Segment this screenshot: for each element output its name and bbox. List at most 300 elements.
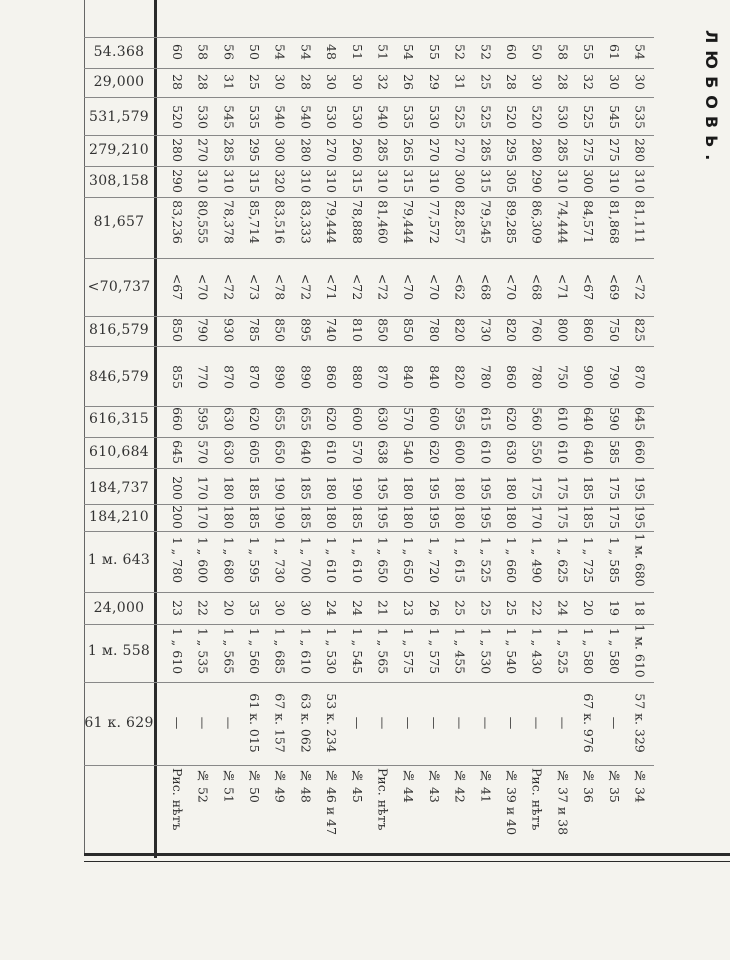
table-cell: 175 [606, 476, 622, 500]
specimen-label: № 34 [632, 768, 648, 803]
table-cell: 185 [298, 505, 314, 529]
table-cell: 32 [375, 74, 391, 90]
table-cell: 58 [555, 44, 571, 60]
table-cell: 840 [401, 365, 417, 389]
table-cell: 180 [221, 505, 237, 529]
table-cell: — [452, 716, 468, 730]
table-cell: 1 „ 700 [298, 536, 314, 584]
table-cell: 1 „ 610 [324, 536, 340, 584]
table-cell: 280 [169, 138, 185, 162]
table-cell: 1 „ 730 [272, 536, 288, 584]
table-cell: 270 [324, 138, 340, 162]
table-cell: 570 [195, 440, 211, 464]
table-cell: 300 [452, 169, 468, 193]
specimen-label: № 51 [221, 768, 237, 803]
table-cell: 620 [504, 407, 519, 431]
table-cell: 67 к. 157 [272, 693, 288, 753]
table-cell: 770 [195, 365, 211, 389]
table-cell: 180 [504, 476, 519, 500]
table-cell: 850 [272, 318, 288, 342]
table-cell: 275 [606, 138, 622, 162]
table-cell: 540 [401, 440, 417, 464]
table-cell: 30 [349, 74, 365, 90]
table-cell: 265 [401, 138, 417, 162]
table-cell: 175 [606, 505, 622, 529]
table-cell: 24 [555, 600, 571, 616]
table-cell: 28 [195, 74, 211, 90]
table-cell: 1 „ 530 [478, 627, 494, 675]
table-cell: 1 „ 610 [169, 627, 185, 675]
table-cell: 195 [632, 505, 648, 529]
table-cell: 1 „ 580 [606, 627, 622, 675]
table-cell: 285 [375, 138, 391, 162]
table-cell: 83,236 [169, 200, 185, 244]
table-cell: 300 [272, 138, 288, 162]
table-cell: 25 [452, 600, 468, 616]
table-cell: 860 [324, 365, 340, 389]
table-cell: 83,333 [298, 200, 314, 244]
table-cell: 30 [298, 600, 314, 616]
table-cell: 520 [504, 105, 519, 129]
table-cell: 1 „ 530 [324, 627, 340, 675]
table-cell: 195 [632, 476, 648, 500]
table-cell: 28 [169, 74, 185, 90]
table-cell: 28 [298, 74, 314, 90]
table-cell: 285 [478, 138, 494, 162]
table-cell: 855 [169, 365, 185, 389]
table-cell: 310 [426, 169, 442, 193]
table-cell: 315 [478, 169, 494, 193]
table-cell: 1 „ 540 [504, 627, 519, 675]
specimen-label: № 35 [606, 768, 622, 803]
table-cell: 525 [452, 105, 468, 129]
table-cell: — [606, 716, 622, 730]
row-divider [84, 592, 654, 593]
table-cell: 545 [221, 105, 237, 129]
table-cell: 180 [401, 476, 417, 500]
table-cell: 610 [555, 440, 571, 464]
summary-value: 846,579 [89, 369, 149, 385]
table-cell: 890 [272, 365, 288, 389]
row-divider [84, 316, 654, 317]
summary-value: 184,737 [89, 480, 149, 496]
table-cell: 530 [324, 105, 340, 129]
table-cell: 35 [247, 600, 262, 616]
table-cell: <72 [375, 273, 391, 301]
table-cell: 79,444 [324, 200, 340, 244]
table-cell: 180 [452, 505, 468, 529]
table-cell: 29 [426, 74, 442, 90]
table-cell: 54 [272, 44, 288, 60]
table-cell: — [375, 716, 391, 730]
summary-value: 279,210 [89, 142, 149, 158]
table-cell: 740 [324, 318, 340, 342]
table-cell: 58 [195, 44, 211, 60]
table-cell: 890 [298, 365, 314, 389]
specimen-label: № 49 [272, 768, 288, 803]
table-cell: 26 [401, 74, 417, 90]
table-cell: 30 [632, 74, 648, 90]
table-cell: 185 [298, 476, 314, 500]
table-cell: 1 „ 615 [452, 536, 468, 584]
table-cell: 22 [195, 600, 211, 616]
table-cell: 540 [298, 105, 314, 129]
table-cell: 195 [426, 476, 442, 500]
table-cell: 1 „ 490 [529, 536, 545, 584]
table-cell: 1 „ 610 [298, 627, 314, 675]
table-cell: 295 [247, 138, 262, 162]
table-cell: 280 [529, 138, 545, 162]
table-cell: 535 [247, 105, 262, 129]
table-cell: 535 [632, 105, 648, 129]
table-cell: <73 [247, 273, 262, 301]
summary-value: 61 к. 629 [84, 715, 154, 731]
table-cell: 525 [581, 105, 597, 129]
summary-value: 1 м. 643 [87, 552, 151, 568]
table-cell: 880 [349, 365, 365, 389]
table-cell: 315 [401, 169, 417, 193]
table-cell: 610 [555, 407, 571, 431]
table-cell: <62 [452, 273, 468, 301]
table-cell: 25 [478, 74, 494, 90]
table-cell: 530 [426, 105, 442, 129]
summary-value: 29,000 [93, 74, 145, 90]
table-cell: 630 [375, 407, 391, 431]
table-cell: 54 [298, 44, 314, 60]
table-cell: 25 [247, 74, 262, 90]
table-cell: 30 [529, 74, 545, 90]
table-cell: 78,888 [349, 200, 365, 244]
table-cell: 895 [298, 318, 314, 342]
row-divider [84, 624, 654, 625]
table-cell: <71 [555, 273, 571, 301]
specimen-label: № 36 [581, 768, 597, 803]
table-cell: 77,572 [426, 200, 442, 244]
table-cell: 540 [375, 105, 391, 129]
table-cell: 175 [555, 476, 571, 500]
summary-value: 24,000 [93, 600, 145, 616]
table-cell: 630 [504, 440, 519, 464]
table-cell: 595 [195, 407, 211, 431]
table-cell: 55 [426, 44, 442, 60]
table-cell: 820 [452, 365, 468, 389]
table-cell: 1 „ 580 [581, 627, 597, 675]
row-divider [84, 258, 654, 259]
table-cell: 860 [581, 318, 597, 342]
table-cell: 310 [298, 169, 314, 193]
table-cell: <68 [478, 273, 494, 301]
table-cell: 175 [555, 505, 571, 529]
table-cell: 81,868 [606, 200, 622, 244]
table-cell: 50 [529, 44, 545, 60]
table-cell: 1 „ 575 [401, 627, 417, 675]
row-divider [84, 97, 654, 98]
table-cell: 800 [555, 318, 571, 342]
table-cell: 870 [632, 365, 648, 389]
table-cell: 1 „ 565 [221, 627, 237, 675]
table-cell: 1 „ 545 [349, 627, 365, 675]
table-cell: — [169, 716, 185, 730]
table-cell: 620 [324, 407, 340, 431]
table-cell: 24 [324, 600, 340, 616]
table-cell: 850 [375, 318, 391, 342]
table-cell: 1 „ 660 [504, 536, 519, 584]
table-cell: 285 [221, 138, 237, 162]
table-cell: 28 [555, 74, 571, 90]
table-cell: 520 [169, 105, 185, 129]
table-cell: 54 [401, 44, 417, 60]
summary-value: <70,737 [87, 279, 151, 295]
row-divider [84, 437, 654, 438]
table-cell: 780 [426, 318, 442, 342]
table-cell: 660 [632, 440, 648, 464]
table-cell: 300 [581, 169, 597, 193]
table-cell: 585 [606, 440, 622, 464]
table-cell: 315 [349, 169, 365, 193]
table-cell: 535 [401, 105, 417, 129]
table-cell: 550 [529, 440, 545, 464]
table-cell: 1 „ 685 [272, 627, 288, 675]
table-cell: 270 [195, 138, 211, 162]
table-cell: 645 [632, 407, 648, 431]
summary-value: 816,579 [89, 322, 149, 338]
table-cell: 1 „ 780 [169, 536, 185, 584]
table-cell: 195 [478, 505, 494, 529]
table-cell: 560 [529, 407, 545, 431]
table-cell: 780 [478, 365, 494, 389]
table-cell: <70 [401, 273, 417, 301]
table-cell: 305 [504, 169, 519, 193]
running-head: ЛЮБОВЬ. [702, 30, 721, 168]
table-cell: 80,555 [195, 200, 211, 244]
table-cell: 780 [529, 365, 545, 389]
table-cell: 530 [555, 105, 571, 129]
table-cell: — [504, 716, 519, 730]
table-cell: 48 [324, 44, 340, 60]
table-cell: 180 [324, 476, 340, 500]
row-divider [84, 346, 654, 347]
table-cell: 640 [298, 440, 314, 464]
specimen-label: Рис. нѣтъ [529, 768, 545, 831]
specimen-label: № 41 [478, 768, 494, 803]
table-cell: 52 [452, 44, 468, 60]
table-cell: 67 к. 976 [581, 693, 597, 753]
specimen-label: № 44 [401, 768, 417, 803]
table-cell: 57 к. 329 [632, 693, 648, 753]
table-cell: 84,571 [581, 200, 597, 244]
table-cell: 640 [581, 440, 597, 464]
table-cell: 20 [221, 600, 237, 616]
table-cell: 32 [581, 74, 597, 90]
table-cell: 750 [555, 365, 571, 389]
row-divider [84, 68, 654, 69]
table-cell: 285 [555, 138, 571, 162]
summary-value: 308,158 [89, 173, 149, 189]
table-cell: <70 [426, 273, 442, 301]
table-cell: 610 [478, 440, 494, 464]
table-cell: 83,516 [272, 200, 288, 244]
summary-value: 184,210 [89, 509, 149, 525]
table-cell: 810 [349, 318, 365, 342]
table-cell: <72 [221, 273, 237, 301]
table-cell: 310 [221, 169, 237, 193]
table-cell: 290 [169, 169, 185, 193]
table-cell: 310 [375, 169, 391, 193]
table-cell: 595 [452, 407, 468, 431]
table-cell: 200 [169, 476, 185, 500]
table-cell: 81,460 [375, 200, 391, 244]
table-cell: 1 „ 680 [221, 536, 237, 584]
summary-value: 610,684 [89, 444, 149, 460]
table-cell: 25 [504, 600, 519, 616]
table-cell: 825 [632, 318, 648, 342]
table-cell: 620 [426, 440, 442, 464]
table-cell: 860 [504, 365, 519, 389]
table-cell: 60 [504, 44, 519, 60]
table-cell: <70 [504, 273, 519, 301]
table-cell: 195 [426, 505, 442, 529]
table-cell: 310 [632, 169, 648, 193]
table-cell: 31 [452, 74, 468, 90]
table-cell: 19 [606, 600, 622, 616]
table-cell: 610 [324, 440, 340, 464]
table-cell: 21 [375, 600, 391, 616]
table-cell: 655 [298, 407, 314, 431]
table-cell: 545 [606, 105, 622, 129]
table-cell: 645 [169, 440, 185, 464]
table-cell: 26 [426, 600, 442, 616]
table-cell: 180 [401, 505, 417, 529]
table-cell: 31 [221, 74, 237, 90]
table-cell: 22 [529, 600, 545, 616]
table-cell: 25 [478, 600, 494, 616]
table-cell: 870 [375, 365, 391, 389]
table-cell: 1 „ 455 [452, 627, 468, 675]
table-cell: 280 [298, 138, 314, 162]
table-cell: 185 [247, 476, 262, 500]
table-cell: 81,111 [632, 200, 648, 244]
table-cell: 870 [221, 365, 237, 389]
table-cell: 195 [375, 505, 391, 529]
table-cell: 185 [247, 505, 262, 529]
table-cell: 310 [606, 169, 622, 193]
table-cell: 185 [349, 505, 365, 529]
table-cell: 78,378 [221, 200, 237, 244]
table-cell: 615 [478, 407, 494, 431]
table-cell: 310 [324, 169, 340, 193]
table-cell: 655 [272, 407, 288, 431]
table-cell: 760 [529, 318, 545, 342]
table-cell: 630 [221, 440, 237, 464]
table-cell: 870 [247, 365, 262, 389]
table-cell: <68 [529, 273, 545, 301]
table-cell: 930 [221, 318, 237, 342]
table-cell: 1 м. 610 [632, 624, 648, 678]
table-cell: 20 [581, 600, 597, 616]
table-cell: 605 [247, 440, 262, 464]
table-cell: 650 [272, 440, 288, 464]
table-cell: 790 [195, 318, 211, 342]
table-cell: 54 [632, 44, 648, 60]
table-cell: 620 [247, 407, 262, 431]
row-divider [84, 166, 654, 167]
table-cell: 1 „ 525 [555, 627, 571, 675]
table-cell: — [221, 716, 237, 730]
table-cell: 175 [529, 476, 545, 500]
table-cell: 23 [169, 600, 185, 616]
table-cell: 51 [349, 44, 365, 60]
table-cell: 820 [504, 318, 519, 342]
table-cell: 79,545 [478, 200, 494, 244]
table-cell: 1 м. 680 [632, 533, 648, 587]
table-cell: 1 „ 720 [426, 536, 442, 584]
summary-value: 616,315 [89, 411, 149, 427]
table-cell: <70 [195, 273, 211, 301]
table-cell: 200 [169, 505, 185, 529]
table-cell: 270 [426, 138, 442, 162]
table-cell: 600 [452, 440, 468, 464]
table-cell: 290 [529, 169, 545, 193]
table-cell: 1 „ 650 [375, 536, 391, 584]
specimen-label: Рис. нѣтъ [375, 768, 391, 831]
table-cell: 89,285 [504, 200, 519, 244]
summary-value: 531,579 [89, 109, 149, 125]
specimen-label: № 43 [426, 768, 442, 803]
table-cell: — [401, 716, 417, 730]
table-cell: 86,309 [529, 200, 545, 244]
table-cell: 195 [478, 476, 494, 500]
table-cell: — [426, 716, 442, 730]
table-cell: 1 „ 595 [247, 536, 262, 584]
table-cell: 1 „ 610 [349, 536, 365, 584]
table-cell: 1 „ 725 [581, 536, 597, 584]
table-cell: 570 [401, 407, 417, 431]
summary-value: 1 м. 558 [87, 643, 151, 659]
specimen-label: № 48 [298, 768, 314, 803]
table-cell: 170 [529, 505, 545, 529]
table-cell: 310 [555, 169, 571, 193]
table-cell: 1 „ 535 [195, 627, 211, 675]
table-cell: 53 к. 234 [324, 693, 340, 753]
specimen-label: Рис. нѣтъ [169, 768, 185, 831]
table-cell: <71 [324, 273, 340, 301]
table-cell: 30 [272, 600, 288, 616]
table-cell: — [349, 716, 365, 730]
table-cell: 750 [606, 318, 622, 342]
table-cell: 270 [452, 138, 468, 162]
table-cell: 85,714 [247, 200, 262, 244]
table-cell: 190 [349, 476, 365, 500]
table-cell: 1 „ 625 [555, 536, 571, 584]
table-cell: 180 [221, 476, 237, 500]
table-cell: — [555, 716, 571, 730]
table-cell: — [529, 716, 545, 730]
table-cell: 315 [247, 169, 262, 193]
specimen-label: № 46 и 47 [324, 768, 340, 836]
table-cell: 570 [349, 440, 365, 464]
table-cell: 660 [169, 407, 185, 431]
table-cell: 185 [581, 505, 597, 529]
row-divider [84, 682, 654, 683]
row-divider [84, 765, 654, 766]
table-cell: 310 [195, 169, 211, 193]
table-cell: 30 [272, 74, 288, 90]
table-cell: 590 [606, 407, 622, 431]
specimen-label: № 42 [452, 768, 468, 803]
row-divider [84, 531, 654, 532]
table-cell: 185 [581, 476, 597, 500]
summary-value: 81,657 [93, 214, 145, 230]
